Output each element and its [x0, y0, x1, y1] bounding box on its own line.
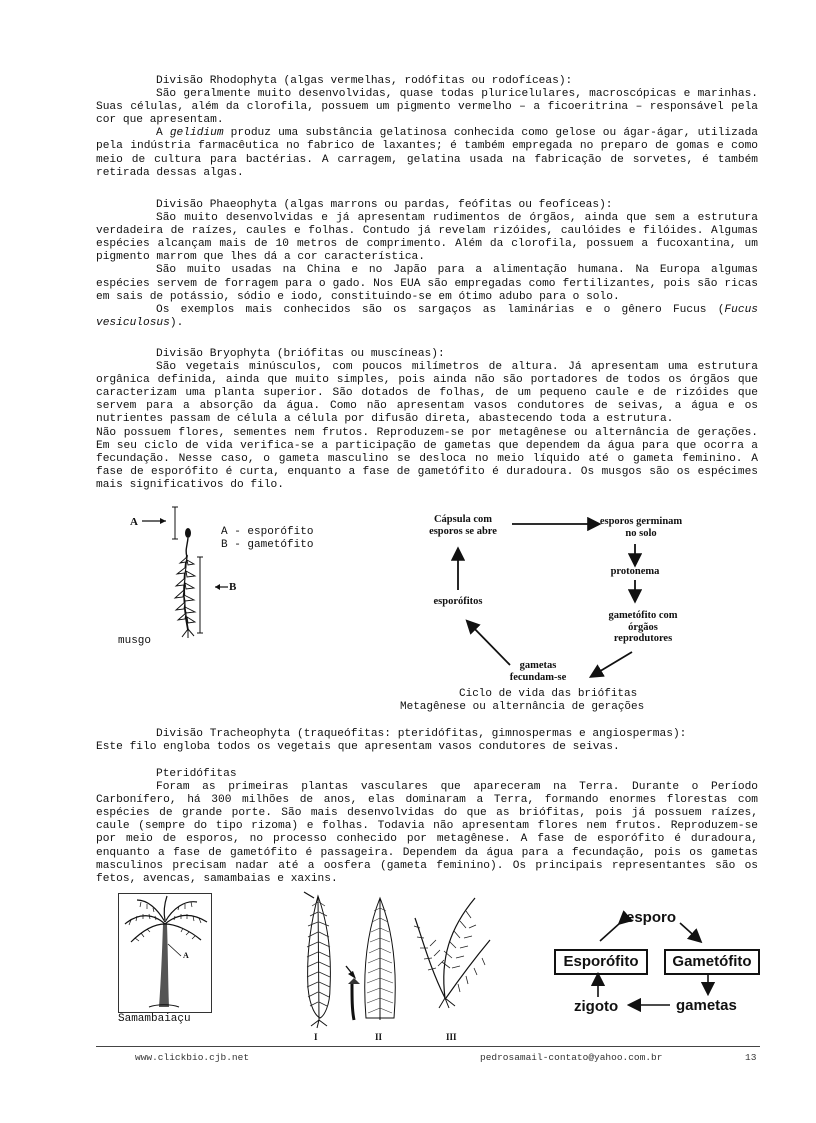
fern-plates-drawing: [290, 888, 495, 1033]
fern-cycle-gametas: gametas: [676, 997, 737, 1014]
moss-label-a: A: [130, 516, 138, 528]
cycle-gametophyte: gametófito com órgãos reprodutores: [608, 610, 678, 644]
fern-plate-label-iii: III: [446, 1032, 457, 1042]
footer-website: www.clickbio.cjb.net: [135, 1052, 250, 1063]
fern-cycle-esporo: esporo: [626, 909, 677, 926]
fern-life-cycle: [550, 905, 765, 1020]
cycle-caption-2: Metagênese ou alternância de gerações: [400, 701, 645, 713]
tree-fern-label-a: A: [183, 951, 189, 960]
cycle-caption-1: Ciclo de vida das briófitas: [459, 688, 638, 700]
section-tracheophyta: [96, 728, 758, 754]
fucus-term: Fucus vesiculosus: [96, 303, 758, 329]
fern-plate-i: [304, 892, 330, 1028]
gelidium-term: gelidium: [169, 127, 224, 140]
fern-plates: [290, 888, 495, 1033]
moss-legend-b: B - gametófito: [221, 539, 314, 551]
moss-label-b: B: [229, 581, 237, 593]
rhodophyta-paragraph-2: A gelidium produz uma substância gelatinosa conhecida como gelose ou ágar-ágar, utilizada pela indústria farmacêutica no fabrico de laxantes; é também empregada no preparo de gomas e como meio de cultura para bactérias. A carragem, gelatina usada na fabricação de sorvetes, é também retirada dessas algas.: [96, 127, 758, 179]
footer-email: pedrosamail-contato@yahoo.com.br: [480, 1052, 663, 1063]
rhodophyta-paragraph-1: São geralmente muito desenvolvidas, quase todas pluricelulares, macroscópicas e marinhas. Suas células, além da clorofila, possuem um pigmento vermelho – a ficoeritrina – responsável pela cor que apresentam.: [96, 88, 758, 127]
fern-cycle-zigoto: zigoto: [574, 998, 619, 1015]
tree-fern-caption: Samambaiaçu: [118, 1013, 191, 1025]
bryophyta-paragraph-2: Não possuem flores, sementes nem frutos. Reproduzem-se por metagênese ou alternância de gerações. Em seu ciclo de vida verifica-se a participação de gametas que dependem da água para que ocorra a fecundação. Nesse caso, o gameta masculino se desloca no meio líquido até o gameta feminino. A fase de esporófito é curta, enquanto a fase de gametófito é duradoura. Os musgos são os espécimes mais significativos do filo.: [96, 426, 758, 491]
rhodophyta-heading: Divisão Rhodophyta (algas vermelhas, rodófitas ou rodofíceas):: [156, 75, 573, 87]
fern-plate-ii: [346, 898, 395, 1020]
section-rhodophyta: [96, 75, 758, 180]
footer-rule: [96, 1046, 760, 1047]
section-phaeophyta: [96, 199, 758, 330]
phaeophyta-paragraph-3: Os exemplos mais conhecidos são os sargaços as laminárias e o gênero Fucus (Fucus vesiculosus).: [96, 303, 758, 329]
cycle-protonema: protonema: [610, 566, 660, 577]
moss-caption: musgo: [118, 635, 152, 647]
phaeophyta-paragraph-1: São muito desenvolvidas e já apresentam rudimentos de órgãos, ainda que sem a estrutura verdadeira de raízes, caules e folhas. Contudo já revelam rizóides, caulóides e filóides. Algumas espécies alcançam mais de 10 metros de comprimento. Além da clorofila, possuem a fucoxantina, um pigmento marrom que lhes dá a cor característica.: [96, 212, 758, 264]
tree-fern-illustration: [118, 893, 212, 1013]
cycle-sporophyte: esporófitos: [433, 596, 483, 607]
fern-plate-iii: [414, 898, 490, 1008]
phaeophyta-heading: Divisão Phaeophyta (algas marrons ou pardas, feófitas ou feofíceas):: [156, 199, 613, 211]
cycle-capsule: Cápsula com esporos se abre: [429, 514, 497, 537]
phaeophyta-paragraph-2: São muito usadas na China e no Japão para a alimentação humana. Na Europa algumas espécies servem de forragem para o gado. Nos EUA são empregadas como fertilizantes, pois são ricas em sais de potássio, sódio e iodo, constituindo-se em ótimo adubo para o solo.: [96, 264, 758, 303]
fern-cycle-gametofito-box: Gametófito: [664, 949, 760, 975]
tree-fern-drawing: [119, 894, 211, 1012]
tracheophyta-paragraph-1: Este filo engloba todos os vegetais que apresentam vasos condutores de seivas.: [96, 741, 620, 754]
section-bryophyta: [96, 348, 758, 492]
fern-plate-label-i: I: [314, 1032, 318, 1042]
pteridofitas-paragraph-1: Foram as primeiras plantas vasculares que apareceram na Terra. Durante o Período Carbonífero, há 300 milhões de anos, elas dominaram a Terra, formando enormes florestas com espécies de grande porte. São mais desenvolvidas do que as briófitas, pois já possuem raízes, caule (sempre do tipo rizoma) e folhas. Todavia não apresentam flores nem frutos. Reproduzem-se por meio de esporos, no processo conhecido por metagênese. A fase de esporófito é duradoura, enquanto a fase de gametófito é passageira. Dependem da água para a fecundação, pois os gametas masculinos precisam nadar até a oosfera (gameta feminino). Os principais representantes são os fetos, avencas, samambaias e xaxins.: [96, 781, 758, 885]
cycle-gametes: gametas fecundam-se: [509, 660, 567, 683]
bryophyte-life-cycle: [400, 510, 730, 715]
fern-cycle-esporofito-box: Esporófito: [554, 949, 648, 975]
fern-plate-label-ii: II: [375, 1032, 383, 1042]
bryophyta-heading: Divisão Bryophyta (briófitas ou muscíneas):: [156, 348, 445, 360]
tracheophyta-heading: Divisão Tracheophyta (traqueófitas: pteridófitas, gimnospermas e angiospermas):: [156, 728, 687, 740]
page-number: 13: [745, 1052, 757, 1063]
section-pteridofitas: [96, 768, 758, 886]
pteridofitas-heading: Pteridófitas: [156, 768, 237, 780]
cycle-spores-germinate: esporos germinam no solo: [599, 516, 683, 539]
bryophyta-paragraph-1: São vegetais minúsculos, com poucos milímetros de altura. Já apresentam uma estrutura orgânica definida, ainda que muito simples, pois ainda não são portadores de todos os órgãos que caracterizam uma planta superior. São dotados de folhas, de um pequeno caule e de rizóides que servem para a absorção da água. Como não apresentam vasos condutores de seivas, a água e os nutrientes passam de célula a célula por difusão direta, abastecendo toda a estrutura.: [96, 361, 758, 426]
moss-legend-a: A - esporófito: [221, 526, 314, 538]
